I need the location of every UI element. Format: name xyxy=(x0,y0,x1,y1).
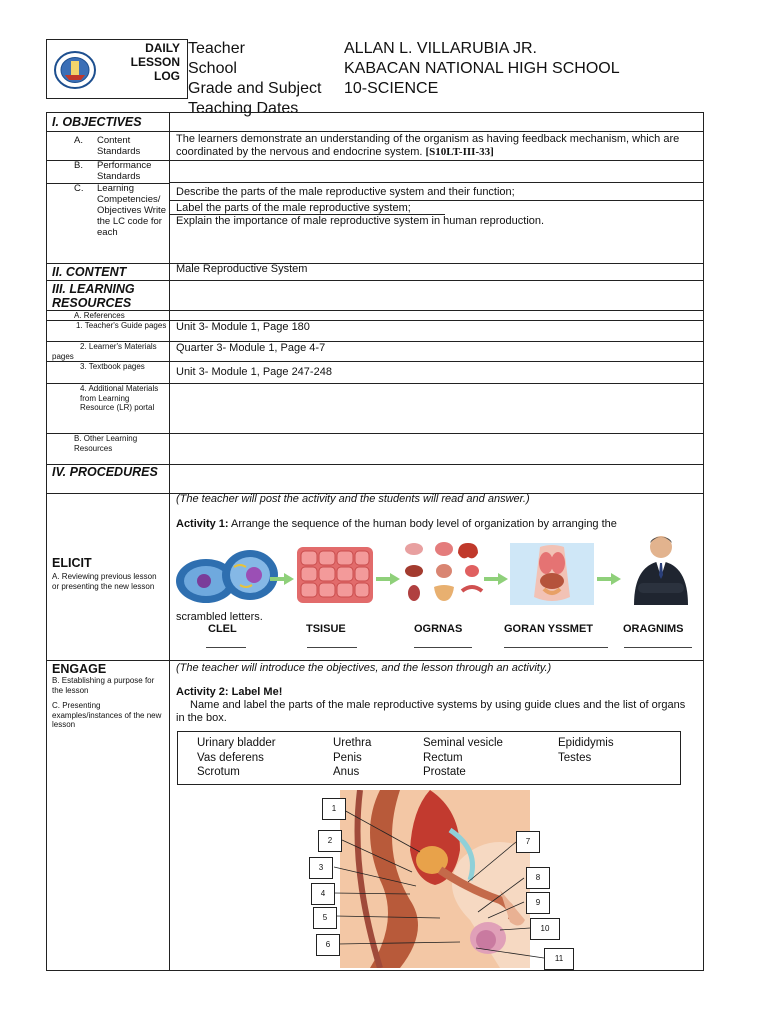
content-standards-value xyxy=(176,133,701,159)
divider xyxy=(46,280,704,281)
row-value: ALLAN L. VILLARUBIA JR. xyxy=(344,40,537,57)
references-label: A. References xyxy=(74,311,125,320)
header-logo-cell xyxy=(46,39,188,99)
cell-image xyxy=(174,545,282,607)
engage-title: ENGAGE xyxy=(52,662,107,676)
elicit-letter: A. xyxy=(52,572,60,581)
other-resources-label: B. Other Learning Resources xyxy=(74,434,138,453)
teachers-guide-value: Unit 3- Module 1, Page 180 xyxy=(176,321,310,333)
arrow-icon xyxy=(484,572,508,584)
organ-column xyxy=(423,736,503,780)
activity-1-tail: scrambled letters. xyxy=(176,611,263,623)
divider xyxy=(169,200,704,201)
organ-term: Seminal vesicle xyxy=(423,737,503,749)
objectives-heading: I. OBJECTIVES xyxy=(52,115,142,129)
elicit-subtitle-text: Reviewing previous lesson or presenting the new lesson xyxy=(52,572,157,591)
organ-list-box xyxy=(177,731,681,785)
row-label: Teacher xyxy=(188,40,245,57)
row-label: School xyxy=(188,60,237,77)
arrow-icon xyxy=(597,572,621,584)
diagram-label-box[interactable]: 3 xyxy=(309,857,333,879)
school-row xyxy=(187,59,711,79)
letter-a: A. xyxy=(74,135,83,146)
diagram-label-box[interactable]: 6 xyxy=(316,934,340,956)
diagram-label-box[interactable]: 9 xyxy=(526,892,550,914)
deped-seal-icon xyxy=(53,50,97,90)
engage-sub-c: C. Presenting examples/instances of the new lesson xyxy=(52,701,162,729)
organism-image xyxy=(624,533,698,605)
column-divider xyxy=(169,112,170,971)
scrambled-word: CLEL xyxy=(208,623,237,635)
scrambled-word: GORAN YSSMET xyxy=(504,623,594,635)
content-standards-text: The learners demonstrate an understanding of the organism as having feedback mechanism, which are coordinated by the nervous and endocrine system. xyxy=(176,133,680,158)
elicit-subtitle xyxy=(52,572,164,591)
procedures-heading: IV. PROCEDURES xyxy=(52,465,158,479)
engage-note: (The teacher will introduce the objectives, and the lesson through an activity.) xyxy=(176,662,552,674)
teacher-row xyxy=(187,39,711,59)
organ-term: Urethra xyxy=(333,737,372,749)
dll-title xyxy=(131,41,180,83)
arrow-icon xyxy=(376,572,400,584)
letter-c: C. xyxy=(74,183,84,194)
organ-term: Penis xyxy=(333,751,362,764)
lc-code: [S10LT-III-33] xyxy=(425,146,494,158)
tissue-image xyxy=(295,545,375,605)
divider xyxy=(46,660,704,661)
organ-system-image xyxy=(510,543,594,605)
activity-1-line xyxy=(176,518,617,531)
diagram-label-box[interactable]: 7 xyxy=(516,831,540,853)
resources-heading: III. LEARNING RESOURCES xyxy=(52,282,135,310)
organ-term: Urinary bladder xyxy=(197,737,276,749)
elicit-note: (The teacher will post the activity and the students will read and answer.) xyxy=(176,493,530,505)
organ-column xyxy=(558,736,614,765)
title-line-daily: DAILY xyxy=(145,41,180,55)
answer-blank[interactable] xyxy=(206,647,246,648)
teachers-guide-label: 1. Teacher's Guide pages xyxy=(76,321,167,330)
grade-row xyxy=(187,79,711,99)
competency-item: Label the parts of the male reproductive system; xyxy=(176,202,411,214)
organ-term: Epididymis xyxy=(558,737,614,749)
competency-item: Explain the importance of male reproductive system in human reproduction. xyxy=(176,215,545,227)
title-line-lesson: LESSON xyxy=(130,55,180,69)
diagram-label-box[interactable]: 8 xyxy=(526,867,550,889)
row-label: Teaching Dates xyxy=(188,100,299,117)
scrambled-word: TSISUE xyxy=(306,623,346,635)
diagram-label-box[interactable]: 1 xyxy=(322,798,346,820)
organ-term: Testes xyxy=(558,751,592,764)
content-value: Male Reproductive System xyxy=(176,263,308,275)
activity-1-text: Arrange the sequence of the human body level of organization by arranging the xyxy=(231,518,617,530)
row-label: Grade and Subject xyxy=(188,80,322,97)
learners-materials-value: Quarter 3- Module 1, Page 4-7 xyxy=(176,342,326,354)
content-heading: II. CONTENT xyxy=(52,265,127,279)
row-value: 10-SCIENCE xyxy=(344,80,439,97)
textbook-label: 3. Textbook pages xyxy=(80,362,145,371)
diagram-label-box[interactable]: 10 xyxy=(530,918,560,940)
activity-1-label: Activity 1: xyxy=(176,518,229,530)
organ-column xyxy=(197,736,276,780)
organ-term: Anus xyxy=(333,766,360,778)
scrambled-word: OGRNAS xyxy=(414,623,463,635)
answer-blank[interactable] xyxy=(504,647,608,648)
organ-term: Prostate xyxy=(423,766,466,778)
answer-blank[interactable] xyxy=(624,647,692,648)
diagram-label-box[interactable]: 11 xyxy=(544,948,574,970)
organ-term: Rectum xyxy=(423,751,463,764)
competency-item: Describe the parts of the male reproductive system and their function; xyxy=(176,186,515,198)
engage-sub-b: B. Establishing a purpose for the lesson xyxy=(52,676,155,695)
diagram-label-box[interactable]: 4 xyxy=(311,883,335,905)
divider xyxy=(169,182,704,183)
title-line-log: LOG xyxy=(154,69,180,83)
divider xyxy=(46,263,704,264)
elicit-title: ELICIT xyxy=(52,556,92,570)
divider xyxy=(46,131,704,132)
arrow-icon xyxy=(270,572,294,584)
row-value: KABACAN NATIONAL HIGH SCHOOL xyxy=(344,60,620,77)
additional-materials-label: 4. Additional Materials from Learning Resource (LR) portal xyxy=(80,384,159,412)
letter-b: B. xyxy=(74,160,83,171)
competencies-label: Learning Competencies/ Objectives Write the LC code for each xyxy=(97,183,166,238)
answer-blank[interactable] xyxy=(307,647,357,648)
answer-blank[interactable] xyxy=(414,647,472,648)
diagram-label-box[interactable]: 5 xyxy=(313,907,337,929)
performance-standards-label: Performance Standards xyxy=(97,160,152,182)
learners-materials-label: 2. Learner's Materials pages xyxy=(52,342,157,361)
divider xyxy=(46,310,704,311)
organ-term: Scrotum xyxy=(197,766,240,778)
diagram-label-box[interactable]: 2 xyxy=(318,830,342,852)
activity-2-title: Activity 2: Label Me! xyxy=(176,686,283,698)
organ-term: Vas deferens xyxy=(197,751,264,764)
content-standards-label: Content Standards xyxy=(97,135,141,157)
organs-image xyxy=(402,541,486,607)
textbook-value: Unit 3- Module 1, Page 247-248 xyxy=(176,366,332,378)
header-info-table xyxy=(187,39,711,119)
activity-2-instructions: Name and label the parts of the male reproductive systems by using guide clues and the list of organs in the box. xyxy=(176,699,686,724)
organ-column xyxy=(333,736,371,780)
scrambled-word: ORAGNIMS xyxy=(623,623,684,635)
